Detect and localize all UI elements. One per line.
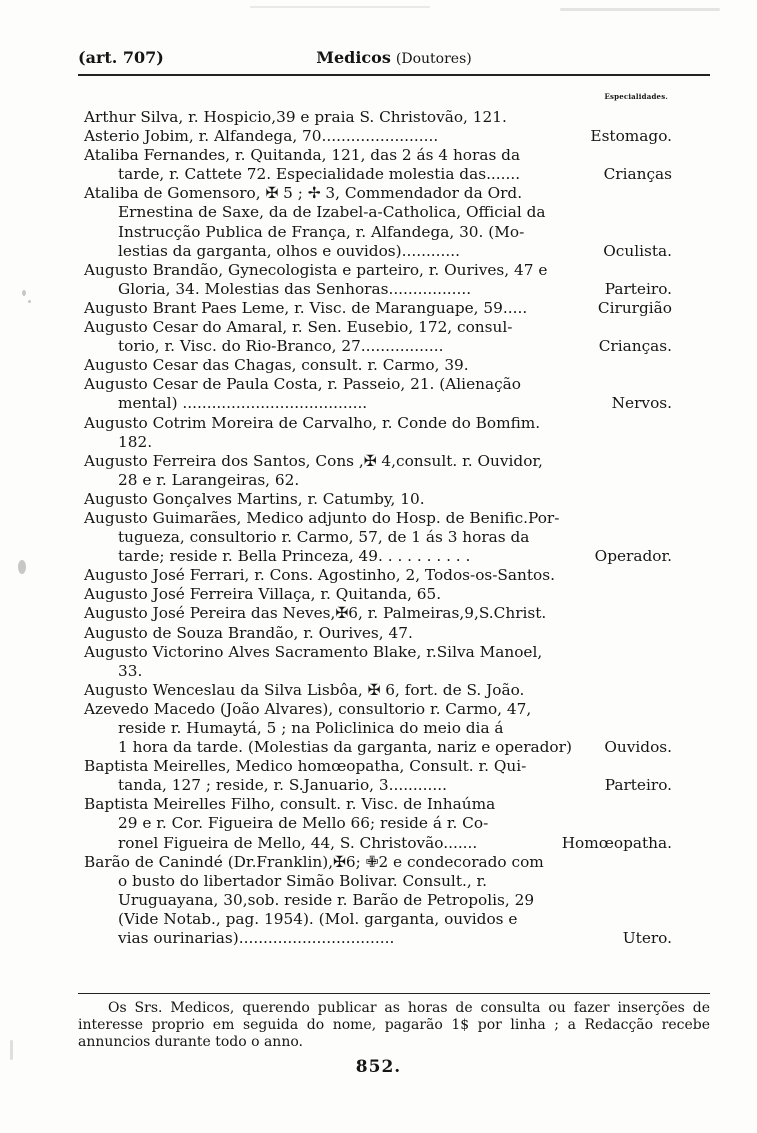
physician-entry <box>84 700 704 757</box>
entry-text: Augusto Victorino Alves Sacramento Blake, r.Silva Manoel, <box>84 642 543 661</box>
scan-speck <box>18 560 26 574</box>
scan-speck <box>250 6 430 8</box>
specialty-label: Operador. <box>594 547 672 566</box>
entry-text: tugueza, consultorio r. Carmo, 57, de 1 ás 3 horas da <box>118 528 530 547</box>
entry-line-first <box>84 184 704 203</box>
footer-note: Os Srs. Medicos, querendo publicar as horas de consulta ou fazer inserções de interesse proprio em seguida do nome, pagarão 1$ por linha ; a Redacção recebe annuncios durante todo o anno. <box>78 1000 710 1050</box>
entry-text: vias ourinarias)................................ <box>118 929 395 948</box>
entry-line-first <box>84 356 704 375</box>
entry-text: torio, r. Visc. do Rio-Branco, 27................. <box>118 337 444 356</box>
title-paren: (Doutores) <box>395 51 472 67</box>
specialty-label: Ouvidos. <box>604 738 672 757</box>
entry-text: Augusto Ferreira dos Santos, Cons ,✠ 4,consult. r. Ouvidor, <box>84 451 543 470</box>
entry-text: 1 hora da tarde. (Molestias da garganta, nariz e operador) <box>118 738 572 757</box>
entry-line-first <box>84 146 704 165</box>
entry-line-first <box>84 299 704 318</box>
entry-text: Arthur Silva, r. Hospicio,39 e praia S. Christovão, 121. <box>84 108 507 126</box>
entry-text: Augusto Gonçalves Martins, r. Catumby, 10. <box>84 489 425 508</box>
physician-list <box>84 108 704 948</box>
physician-entry <box>84 604 704 623</box>
physician-entry <box>84 643 704 681</box>
specialty-label: Parteiro. <box>604 776 672 795</box>
physician-entry <box>84 184 704 260</box>
entry-text: Augusto de Souza Brandão, r. Ourives, 47. <box>84 623 413 642</box>
entry-line-continuation <box>84 242 704 261</box>
specialty-label: Parteiro. <box>604 279 672 298</box>
entry-line-continuation <box>84 814 704 833</box>
specialty-label: Utero. <box>622 929 672 948</box>
specialty-label: Oculista. <box>603 241 672 260</box>
physician-entry <box>84 356 704 375</box>
entry-line-continuation <box>84 223 704 242</box>
entry-line-continuation <box>84 929 704 948</box>
physician-entry <box>84 414 704 452</box>
entry-text: Baptista Meirelles Filho, consult. r. Visc. de Inhaúma <box>84 795 496 814</box>
entry-line-continuation <box>84 203 704 222</box>
entry-line-continuation <box>84 872 704 891</box>
physician-entry <box>84 795 704 852</box>
entry-text: Augusto Guimarães, Medico adjunto do Hosp. de Benific.Por- <box>84 508 560 527</box>
entry-line-first <box>84 604 704 623</box>
entry-line-first <box>84 108 704 127</box>
entry-line-first <box>84 509 704 528</box>
specialties-column-heading: Especialidades. <box>604 92 668 101</box>
entry-line-continuation <box>84 738 704 757</box>
specialty-label: Homœopatha. <box>561 833 672 852</box>
entry-text: tanda, 127 ; reside, r. S.Januario, 3............ <box>118 776 447 795</box>
entry-text: tarde, r. Cattete 72. Especialidade molestia das....... <box>118 165 521 184</box>
physician-entry <box>84 757 704 795</box>
entry-text: 33. <box>118 661 143 680</box>
entry-line-continuation <box>84 280 704 299</box>
scan-speck <box>560 8 720 11</box>
entry-line-continuation <box>84 165 704 184</box>
entry-text: Augusto Cesar das Chagas, consult. r. Carmo, 39. <box>84 356 469 375</box>
entry-text: Augusto Cesar do Amaral, r. Sen. Eusebio, 172, consul- <box>84 318 513 337</box>
entry-line-first <box>84 643 704 662</box>
entry-line-first <box>84 414 704 433</box>
entry-line-first <box>84 127 704 146</box>
entry-line-continuation <box>84 662 704 681</box>
entry-line-continuation <box>84 394 704 413</box>
entry-text: Azevedo Macedo (João Alvares), consultorio r. Carmo, 47, <box>84 699 532 718</box>
entry-text: ronel Figueira de Mello, 44, S. Christovão....... <box>118 833 478 852</box>
entry-text: Barão de Canindé (Dr.Franklin),✠6; ✙2 e condecorado com <box>84 852 544 871</box>
entry-text: Augusto Cotrim Moreira de Carvalho, r. Conde do Bomfim. <box>84 413 541 432</box>
entry-text: (Vide Notab., pag. 1954). (Mol. garganta, ouvidos e <box>118 909 518 928</box>
physician-entry <box>84 509 704 566</box>
entry-text: tarde; reside r. Bella Princeza, 49. . . . . . . . . . <box>118 547 471 566</box>
entry-line-first <box>84 375 704 394</box>
entry-text: Augusto Cesar de Paula Costa, r. Passeio, 21. (Alienação <box>84 375 521 394</box>
entry-line-continuation <box>84 337 704 356</box>
physician-entry <box>84 146 704 184</box>
physician-entry <box>84 108 704 127</box>
entry-line-first <box>84 452 704 471</box>
entry-text: Ataliba Fernandes, r. Quitanda, 121, das 2 ás 4 horas da <box>84 146 521 165</box>
scan-speck <box>22 290 26 296</box>
specialty-label: Crianças <box>603 165 672 184</box>
physician-entry <box>84 127 704 146</box>
entry-line-first <box>84 795 704 814</box>
entry-line-continuation <box>84 471 704 490</box>
physician-entry <box>84 681 704 700</box>
entry-line-first <box>84 585 704 604</box>
entry-line-first <box>84 318 704 337</box>
entry-text: Ataliba de Gomensoro, ✠ 5 ; ✢ 3, Commendador da Ord. <box>84 184 523 203</box>
entry-line-continuation <box>84 834 704 853</box>
header-rule <box>78 74 710 76</box>
physician-entry <box>84 318 704 356</box>
entry-line-continuation <box>84 547 704 566</box>
physician-entry <box>84 566 704 585</box>
entry-line-first <box>84 261 704 280</box>
physician-entry <box>84 299 704 318</box>
entry-line-continuation <box>84 891 704 910</box>
page-header <box>78 48 710 70</box>
entry-line-continuation <box>84 719 704 738</box>
entry-text: Augusto Wenceslau da Silva Lisbôa, ✠ 6, fort. de S. João. <box>84 680 525 699</box>
specialty-label: Nervos. <box>611 394 672 413</box>
physician-entry <box>84 490 704 509</box>
article-number: (art. 707) <box>78 48 164 67</box>
entry-line-continuation <box>84 528 704 547</box>
entry-text: lestias da garganta, olhos e ouvidos)............ <box>118 241 460 260</box>
entry-text: Augusto José Ferreira Villaça, r. Quitanda, 65. <box>84 585 442 604</box>
entry-text: o busto do libertador Simão Bolivar. Consult., r. <box>118 871 488 890</box>
entry-line-first <box>84 490 704 509</box>
entry-text: mental) ...................................... <box>118 394 368 413</box>
page-title <box>78 48 710 67</box>
entry-text: Instrucção Publica de França, r. Alfandega, 30. (Mo- <box>118 222 525 241</box>
entry-text: 29 e r. Cor. Figueira de Mello 66; reside á r. Co- <box>118 814 489 833</box>
footer-rule <box>78 993 710 994</box>
entry-text: Asterio Jobim, r. Alfandega, 70........................ <box>84 127 439 146</box>
entry-text: Augusto Brant Paes Leme, r. Visc. de Maranguape, 59..... <box>84 298 528 317</box>
entry-line-first <box>84 757 704 776</box>
entry-line-first <box>84 700 704 719</box>
entry-text: Uruguayana, 30,sob. reside r. Barão de Petropolis, 29 <box>118 890 535 909</box>
entry-text: Gloria, 34. Molestias das Senhoras................. <box>118 279 472 298</box>
entry-line-continuation <box>84 910 704 929</box>
entry-line-first <box>84 566 704 585</box>
physician-entry <box>84 624 704 643</box>
entry-line-first <box>84 624 704 643</box>
entry-line-first <box>84 681 704 700</box>
entry-text: Augusto José Pereira das Neves,✠6, r. Palmeiras,9,S.Christ. <box>84 604 547 623</box>
page-number: 852. <box>355 1057 402 1077</box>
entry-text: 182. <box>118 432 153 451</box>
physician-entry <box>84 452 704 490</box>
entry-text: reside r. Humaytá, 5 ; na Policlinica do meio dia á <box>118 719 504 737</box>
scan-speck <box>28 300 31 303</box>
physician-entry <box>84 853 704 948</box>
physician-entry <box>84 375 704 413</box>
physician-entry <box>84 261 704 299</box>
entry-line-continuation <box>84 776 704 795</box>
entry-line-continuation <box>84 433 704 452</box>
physician-entry <box>84 585 704 604</box>
entry-text: Augusto José Ferrari, r. Cons. Agostinho, 2, Todos-os-Santos. <box>84 566 555 585</box>
entry-line-first <box>84 853 704 872</box>
entry-text: Augusto Brandão, Gynecologista e parteiro, r. Ourives, 47 e <box>84 260 548 279</box>
specialty-label: Crianças. <box>598 337 672 356</box>
entry-text: 28 e r. Larangeiras, 62. <box>118 470 300 489</box>
entry-text: Ernestina de Saxe, da de Izabel-a-Catholica, Official da <box>118 203 546 222</box>
title-bold: Medicos <box>316 48 391 67</box>
specialty-label: Estomago. <box>590 127 672 146</box>
entry-text: Baptista Meirelles, Medico homœopatha, Consult. r. Qui- <box>84 757 527 776</box>
specialty-label: Cirurgião <box>597 298 672 317</box>
